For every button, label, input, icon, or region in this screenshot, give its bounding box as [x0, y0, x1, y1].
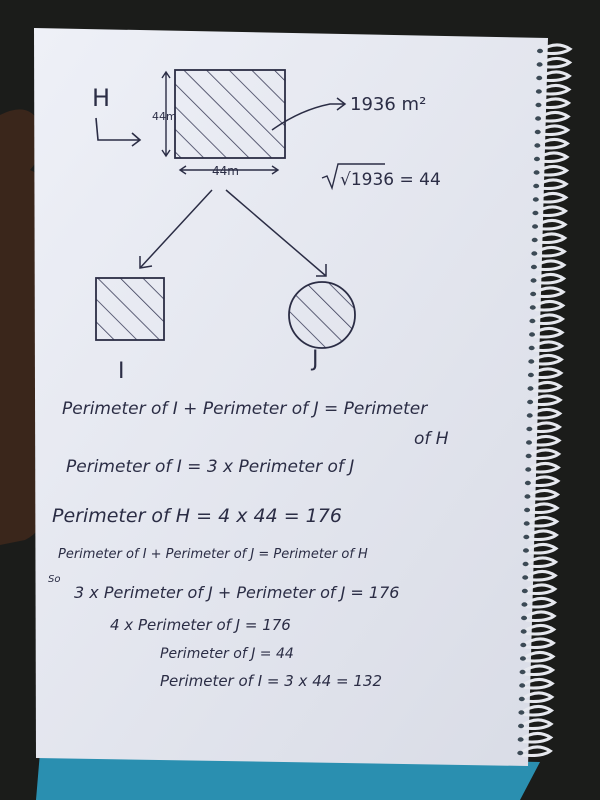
punch-hole	[519, 683, 525, 687]
punch-hole	[526, 454, 532, 458]
punch-hole	[531, 265, 537, 269]
circle-j	[289, 282, 355, 348]
punch-hole	[533, 197, 539, 201]
punch-hole	[523, 548, 529, 552]
punch-hole	[521, 629, 527, 633]
punch-hole	[518, 737, 524, 741]
note-line-1: Perimeter of I + Perimeter of J = Perimeter	[62, 399, 428, 419]
punch-hole	[517, 751, 523, 755]
punch-hole	[525, 481, 531, 485]
punch-hole	[530, 292, 536, 296]
punch-hole	[536, 76, 542, 80]
punch-hole	[532, 224, 538, 228]
punch-hole	[533, 184, 539, 188]
punch-hole	[535, 116, 541, 120]
punch-hole	[531, 251, 537, 255]
punch-hole	[520, 670, 526, 674]
punch-hole	[534, 143, 540, 147]
punch-hole	[520, 643, 526, 647]
punch-hole	[527, 413, 533, 417]
note-line-7: Perimeter of J = 44	[160, 646, 294, 662]
square-h-label: H	[92, 84, 111, 112]
punch-hole	[534, 170, 540, 174]
punch-hole	[532, 211, 538, 215]
punch-hole	[531, 278, 537, 282]
punch-hole	[537, 49, 543, 53]
circle-j-label: J	[312, 347, 319, 372]
punch-hole	[526, 440, 532, 444]
punch-hole	[528, 373, 534, 377]
note-line-5: 3 x Perimeter of J + Perimeter of J = 176	[74, 583, 400, 602]
punch-hole	[527, 400, 533, 404]
side-horizontal-label: 44m	[212, 164, 239, 178]
punch-hole	[535, 130, 541, 134]
note-line-6: 4 x Perimeter of J = 176	[110, 616, 291, 634]
punch-hole	[535, 103, 541, 107]
note-line-8: Perimeter of I = 3 x 44 = 132	[160, 672, 383, 690]
punch-hole	[524, 521, 530, 525]
punch-hole	[532, 238, 538, 242]
punch-hole	[518, 724, 524, 728]
punch-hole	[529, 332, 535, 336]
punch-hole	[525, 467, 531, 471]
punch-hole	[528, 386, 534, 390]
punch-hole	[529, 346, 535, 350]
punch-hole	[522, 589, 528, 593]
punch-hole	[537, 62, 543, 66]
note-line-3: Perimeter of H = 4 x 44 = 176	[52, 505, 342, 527]
square-i-label: I	[118, 359, 125, 384]
punch-hole	[524, 508, 530, 512]
punch-hole	[521, 616, 527, 620]
punch-hole	[523, 535, 529, 539]
punch-hole	[522, 575, 528, 579]
square-h	[175, 70, 285, 158]
sqrt-expression: √1936 = 44	[340, 170, 441, 190]
punch-hole	[524, 494, 530, 498]
note-line-1b: of H	[414, 429, 449, 449]
note-line-5-prefix: So	[48, 574, 61, 585]
area-label: 1936 m²	[350, 94, 427, 115]
punch-hole	[518, 710, 524, 714]
punch-hole	[521, 602, 527, 606]
square-i	[96, 278, 164, 340]
punch-hole	[536, 89, 542, 93]
punch-hole	[528, 359, 534, 363]
punch-hole	[523, 562, 529, 566]
punch-hole	[519, 697, 525, 701]
side-vertical-label: 44m	[152, 110, 177, 123]
punch-hole	[534, 157, 540, 161]
punch-hole	[526, 427, 532, 431]
punch-hole	[520, 656, 526, 660]
note-line-2: Perimeter of I = 3 x Perimeter of J	[66, 457, 355, 477]
punch-hole	[530, 305, 536, 309]
punch-hole	[529, 319, 535, 323]
note-line-4: Perimeter of I + Perimeter of J = Perimeter of H	[58, 547, 368, 562]
